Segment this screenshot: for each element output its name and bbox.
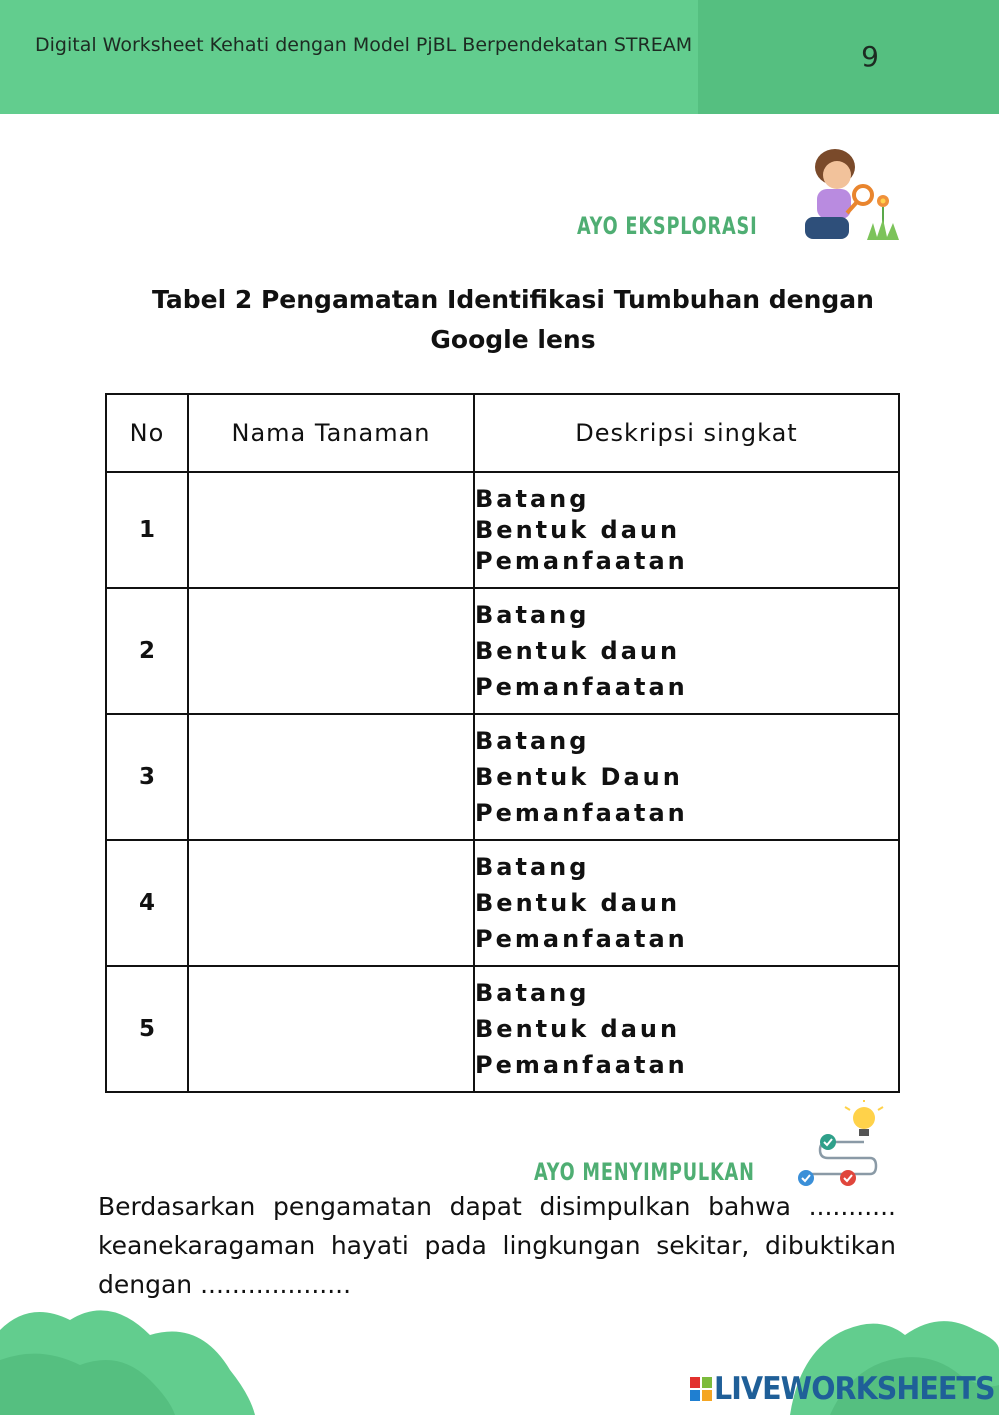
desc-line: Batang: [475, 727, 590, 755]
idea-checklist-icon: [792, 1100, 887, 1192]
row-number: 2: [106, 588, 188, 714]
table-row: [106, 966, 899, 1092]
table-row: [106, 714, 899, 840]
description-cell: [474, 472, 899, 588]
desc-line: Bentuk daun: [475, 889, 681, 917]
child-magnifier-illustration: [795, 145, 905, 245]
liveworksheets-brand: [690, 1370, 999, 1408]
liveworksheets-logo-icon: [690, 1377, 712, 1401]
page-number: 9: [861, 40, 879, 73]
header-plant-name: Nama Tanaman: [188, 394, 474, 472]
worksheet-title: Digital Worksheet Kehati dengan Model PjBL Berpendekatan STREAM: [35, 34, 693, 56]
row-number: 1: [106, 472, 188, 588]
table-header-row: [106, 394, 899, 472]
desc-line: Bentuk daun: [475, 515, 681, 544]
header-no: No: [106, 394, 188, 472]
plant-name-cell[interactable]: [188, 714, 474, 840]
conclusion-paragraph: Berdasarkan pengamatan dapat disimpulkan bahwa ........... keanekaragaman hayati pada lingkungan sekitar, dibuktikan dengan ...................: [98, 1192, 896, 1299]
desc-line: Batang: [475, 601, 590, 629]
observation-table: [105, 393, 900, 1093]
table-row: [106, 840, 899, 966]
description-cell: [474, 588, 899, 714]
brand-name: LIVEWORKSHEETS: [714, 1371, 995, 1407]
conclusion-heading: AYO MENYIMPULKAN: [534, 1158, 755, 1186]
header-description: Deskripsi singkat: [474, 394, 899, 472]
desc-line: Bentuk Daun: [475, 763, 683, 791]
table-row: [106, 588, 899, 714]
description-cell: [474, 966, 899, 1092]
explore-heading: AYO EKSPLORASI: [577, 212, 758, 240]
table-title: Tabel 2 Pengamatan Identifikasi Tumbuhan dengan Google lens: [152, 285, 874, 354]
description-cell: [474, 714, 899, 840]
plant-name-cell[interactable]: [188, 966, 474, 1092]
desc-line: Pemanfaatan: [475, 799, 688, 827]
page-header: [0, 0, 999, 114]
description-cell: [474, 840, 899, 966]
desc-line: Batang: [475, 853, 590, 881]
table-row: [106, 472, 899, 588]
desc-line: Pemanfaatan: [475, 1051, 688, 1079]
desc-line: Batang: [475, 979, 590, 1007]
desc-line: Pemanfaatan: [475, 546, 688, 575]
plant-name-cell[interactable]: [188, 588, 474, 714]
plant-name-cell[interactable]: [188, 472, 474, 588]
plant-name-cell[interactable]: [188, 840, 474, 966]
desc-line: Batang: [475, 484, 590, 513]
desc-line: Pemanfaatan: [475, 925, 688, 953]
row-number: 3: [106, 714, 188, 840]
conclusion-text: [98, 1187, 896, 1304]
header-accent-shape: [698, 0, 999, 114]
desc-line: Bentuk daun: [475, 1015, 681, 1043]
row-number: 4: [106, 840, 188, 966]
desc-line: Pemanfaatan: [475, 673, 688, 701]
row-number: 5: [106, 966, 188, 1092]
desc-line: Bentuk daun: [475, 637, 681, 665]
